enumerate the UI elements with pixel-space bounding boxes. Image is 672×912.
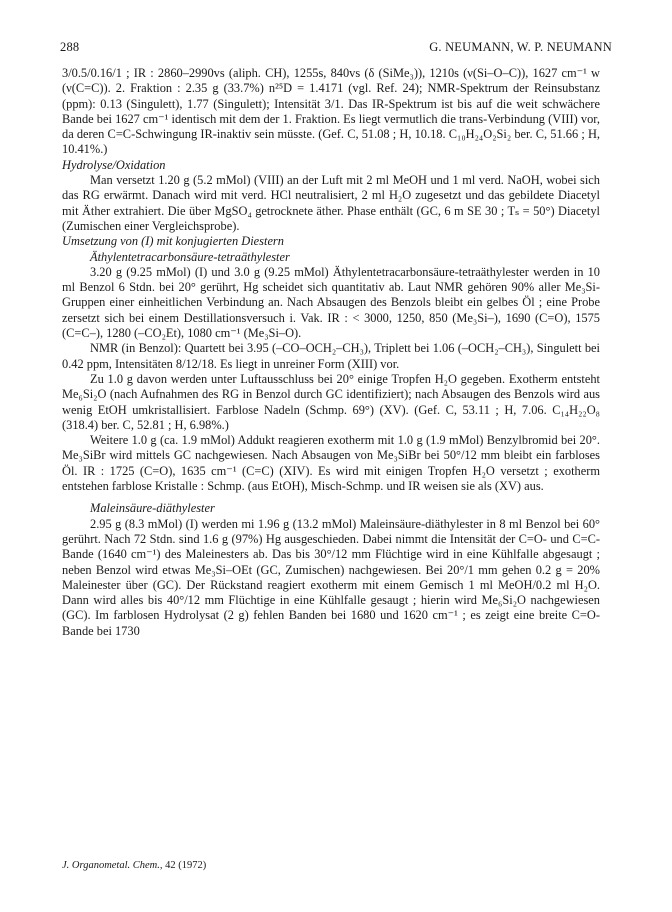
paragraph-hydrolysis-xv: Zu 1.0 g davon werden unter Luftausschluss bei 20° einige Tropfen H₂O gegeben. Exotherm entsteht Me₆Si₂O (nach Aufnahmen des RG in Benzol durch GC identifiziert); nach Absaugen des Benzols wird aus wenig EtOH umkristallisiert. Farblose Nadeln (Schmp. 69°) (XV). (Gef. C, 53.11 ; H, 7.06. C₁₄H₂₂O₈ (318.4) ber. C, 52.81 ; H, 6.98%.)	[62, 371, 600, 432]
journal-volume-year: 42 (1972)	[165, 860, 207, 871]
section-gap	[62, 494, 600, 501]
page-number: 288	[60, 40, 80, 54]
paragraph-hydrolyse: Man versetzt 1.20 g (5.2 mMol) (VIII) an der Luft mit 2 ml MeOH und 1 ml verd. NaOH, wobei sich das RG erwärmt. Danach wird mit verd. HCl neutralisiert, 2 ml H₂O zugesetzt und das gebildete Diacetyl mit Äther extrahiert. Die über MgSO₄ getrocknete äther. Phase enthält (GC, 6 m SE 30 ; Tₛ = 50°) Diacetyl (Zumischen einer Vergleichsprobe).	[62, 173, 600, 233]
paragraph-malein: 2.95 g (8.3 mMol) (I) werden mi 1.96 g (13.2 mMol) Maleinsäure-diäthylester in 8 ml Benzol bei 60° gerührt. Nach 72 Stdn. sind 1.6 g (97%) Hg ausgeschieden. Dabei nimmt die Intensität der C=O- und C=C-Bande (1640 cm⁻¹) des Maleinesters ab. Das bis 30°/12 mm Flüchtige wird in eine Kühlfalle abgesaugt ; neben Benzol wird etwas Me₃Si–OEt (GC, Zumischen) nachgewiesen. Bei 20°/1 mm gehen 0.2 g = 20% Maleinester über (GC). Der Rückstand reagiert exotherm mit einem Gemisch 1 ml MeOH/0.2 ml H₂O. Dann wird alles bis 40°/12 mm Flüchtige in eine Kühlfalle gesaugt ; hierin wird Me₆Si₂O nachgewiesen (GC). Im farblosen Hydrolysat (2 g) fehlen Banden bei 1680 und 1620 cm⁻¹ ; es zeigt eine breite C=O-Bande bei 1730	[62, 516, 600, 638]
paragraph-ir-data: 3/0.5/0.16/1 ; IR : 2860–2990vs (aliph. CH), 1255s, 840vs (δ (SiMe₃)), 1210s (ν(Si–O–C)), 1627 cm⁻¹ w (ν(C=C)). 2. Fraktion : 2.35 g (33.7%) n²⁵D = 1.4171 (vgl. Ref. 24); NMR-Spektrum der Reinsubstanz (ppm): 0.13 (Singulett), 1.77 (Singulett); Intensität 3/1. Das IR-Spektrum ist bis auf die weit schwächere Bande bei 1627 cm⁻¹ identisch mit dem der 1. Fraktion. Es liegt vermutlich die trans-Verbindung (VIII) vor, da deren C=C-Schwingung IR-inaktiv sein müsste. (Gef. C, 51.08 ; H, 10.18. C₁₀H₂₄O₂Si₂ ber. C, 51.66 ; H, 10.41%.)	[62, 66, 600, 157]
journal-footer	[62, 860, 206, 871]
article-body	[62, 66, 600, 639]
paragraph-aethylen-reaction: 3.20 g (9.25 mMol) (I) und 3.0 g (9.25 mMol) Äthylentetracarbonsäure-tetraäthylester werden in 10 ml Benzol 6 Stdn. bei 20° gerührt, Hg scheidet sich quantitativ ab. Laut NMR gehören 90% aller Me₃Si-Gruppen einer einheitlichen Verbindung an. Nach Absaugen des Benzols bleibt ein gelbes Öl ; eine Probe zersetzt sich bei einem Destillationsversuch i. Vak. IR : < 3000, 1250, 850 (Me₃Si–), 1690 (C=O), 1575 (C=C–), 1280 (–CO₂Et), 1080 cm⁻¹ (Me₃Si–O).	[62, 264, 600, 341]
section-heading-hydrolyse: Hydrolyse/Oxidation	[62, 157, 166, 172]
subsection-heading-aethylen: Äthylentetracarbonsäure-tetraäthylester	[90, 249, 290, 264]
subsection-heading-malein: Maleinsäure-diäthylester	[90, 501, 215, 516]
section-heading-umsetzung: Umsetzung von (I) mit konjugierten Diestern	[62, 234, 284, 249]
paragraph-benzylbromid: Weitere 1.0 g (ca. 1.9 mMol) Addukt reagieren exotherm mit 1.0 g (1.9 mMol) Benzylbromid bei 20°. Me₃SiBr wird mittels GC nachgewiesen. Nach Absaugen von Me₃SiBr bei 50°/12 mm bleibt ein farbloses Öl. IR : 1725 (C=O), 1635 cm⁻¹ (C=C) (XIV). Es wird mit einigen Tropfen H₂O versetzt ; exotherm entstehen farblose Kristalle : Schmp. (aus EtOH), Misch-Schmp. und IR weisen sie als (XV) aus.	[62, 433, 600, 494]
running-header	[60, 40, 612, 60]
running-head-authors: G. NEUMANN, W. P. NEUMANN	[429, 40, 612, 54]
journal-name: J. Organometal. Chem.,	[62, 860, 163, 871]
paragraph-nmr: NMR (in Benzol): Quartett bei 3.95 (–CO–OCH₂–CH₃), Triplett bei 1.06 (–OCH₂–CH₃), Singulett bei 0.42 ppm, Intensitäten 8/12/18. Es liegt in unreiner Form (XIII) vor.	[62, 341, 600, 371]
